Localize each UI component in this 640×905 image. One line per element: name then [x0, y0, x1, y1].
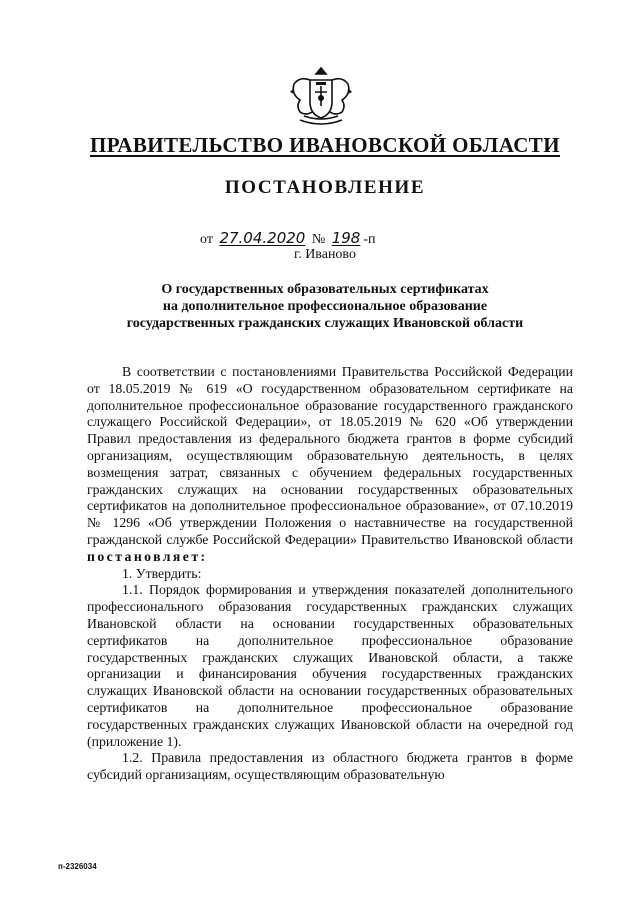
document-number: 198	[331, 229, 361, 247]
document-body	[87, 364, 573, 784]
government-title: ПРАВИТЕЛЬСТВО ИВАНОВСКОЙ ОБЛАСТИ	[90, 133, 560, 157]
preamble-text: В соответствии с постановлениями Правительства Российской Федерации от 18.05.2019 № 619 «О государственном образовательном сертификате на дополнительное профессиональное образование государственного гражданского служащего Российской Федерации», от 18.05.2019 № 620 «Об утверждении Правил предоставления из федерального бюджета грантов в форме субсидий организациям, осуществляющим образовательную деятельность, в целях возмещения затрат, связанных с обучением федеральных государственных гражданских служащих на основании государственных образовательных сертификатов на дополнительное профессиональное образование», от 07.10.2019 № 1296 «Об утверждении Положения о наставничестве на государственной гражданской службе Российской Федерации» Правительство Ивановской области	[87, 364, 573, 547]
document-date: 27.04.2020	[219, 229, 306, 247]
resolves-word: постановляет:	[87, 548, 208, 564]
number-suffix: -п	[363, 232, 376, 247]
item-1-1: 1.1. Порядок формирования и утверждения показателей дополнительного профессионального образования государственных гражданских служащих Ивановской области на основании государственных образовательных сертификатов на дополнительное профессиональное образование государственных гражданских служащих Ивановской области, а также организации и финансирования обучения государственных гражданских служащих Ивановской области на основании государственных образовательных сертификатов на дополнительное профессиональное образование государственных гражданских служащих Ивановской области на очередной год (приложение 1).	[87, 582, 573, 749]
footer-code: п-2326034	[58, 862, 97, 871]
item-1: 1. Утвердить:	[122, 565, 202, 581]
coat-of-arms-emblem	[286, 62, 356, 132]
number-sign: №	[311, 232, 326, 247]
preamble-paragraph	[87, 364, 573, 566]
date-prefix: от	[200, 232, 213, 247]
subject-line: на дополнительное профессиональное образование	[162, 299, 488, 314]
subject-line: О государственных образовательных сертификатах	[161, 282, 489, 297]
subject-line: государственных гражданских служащих Ивановской области	[126, 316, 524, 331]
date-number-line	[200, 229, 460, 248]
city: г. Иваново	[294, 247, 356, 262]
item-1-2: 1.2. Правила предоставления из областного бюджета грантов в форме субсидий организациям, осуществляющим образовательную	[87, 750, 573, 783]
document-type: ПОСТАНОВЛЕНИЕ	[224, 177, 426, 198]
document-subject	[90, 281, 560, 332]
